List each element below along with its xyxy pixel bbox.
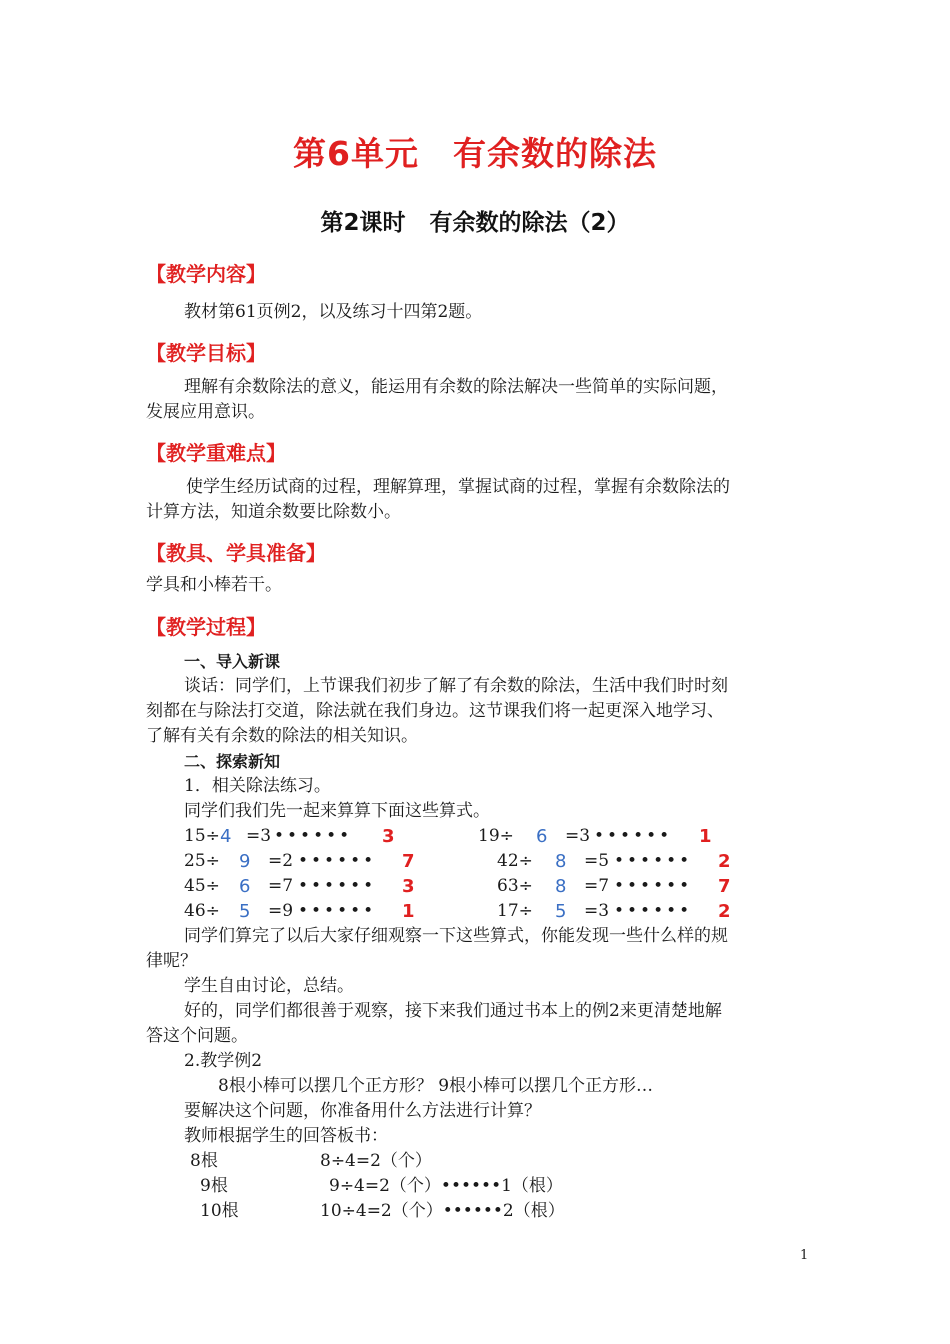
step2-title: 二、探索新知 <box>184 752 281 771</box>
board-row <box>0 1174 950 1199</box>
goal-line-2: 发展应用意识。 <box>146 402 265 422</box>
equation-divisor: 6 <box>239 876 251 897</box>
equation-quotient: =3 <box>584 901 610 921</box>
board-sticks: 10根 <box>200 1201 239 1221</box>
subtitle-topic: 有余数的除法（2） <box>429 210 630 236</box>
talk-line-2: 刻都在与除法打交道，除法就在我们身边。这节课我们将一起更深入地学习、 <box>146 701 724 721</box>
equation-dividend: 45÷ <box>184 876 220 896</box>
tools-text: 学具和小棒若干。 <box>146 575 282 595</box>
equation-dots: •••••• <box>274 826 353 846</box>
talk-line-1: 谈话：同学们，上节课我们初步了解了有余数的除法，生活中我们时时刻 <box>184 676 728 696</box>
section-heading-content: 【教学内容】 <box>146 262 266 286</box>
equation-divisor: 5 <box>555 901 567 922</box>
section-heading-keypoints: 【教学重难点】 <box>146 441 286 465</box>
equation-quotient: =3 <box>565 826 591 846</box>
equation-dots: •••••• <box>298 901 377 921</box>
equation-quotient: =5 <box>584 851 610 871</box>
equation-dividend: 25÷ <box>184 851 220 871</box>
equation-dots: •••••• <box>298 876 377 896</box>
content-text: 教材第61页例2，以及练习十四第2题。 <box>184 302 483 322</box>
board-row <box>0 1199 950 1224</box>
step1-title: 一、导入新课 <box>184 652 281 671</box>
goal-line-1: 理解有余数除法的意义，能运用有余数的除法解决一些简单的实际问题， <box>184 377 728 397</box>
section-heading-process: 【教学过程】 <box>146 615 266 639</box>
title-topic: 有余数的除法 <box>452 134 657 173</box>
equation-remainder: 2 <box>718 851 731 872</box>
keypoints-line-2: 计算方法，知道余数要比除数小。 <box>146 502 401 522</box>
board-sticks: 8根 <box>190 1151 218 1171</box>
equation-quotient: =9 <box>268 901 294 921</box>
equation-quotient: =7 <box>584 876 610 896</box>
equation-row <box>0 824 950 849</box>
board-expression: 10÷4=2（个）••••••2（根） <box>320 1201 565 1221</box>
title-unit: 第6单元 <box>293 134 419 173</box>
equation-dividend: 42÷ <box>497 851 533 871</box>
board-intro: 教师根据学生的回答板书： <box>184 1126 388 1146</box>
equation-remainder: 7 <box>402 851 415 872</box>
discuss-text: 学生自由讨论，总结。 <box>184 976 354 996</box>
page-number: 1 <box>800 1248 809 1263</box>
section-heading-goal: 【教学目标】 <box>146 341 266 365</box>
equation-dots: •••••• <box>614 876 693 896</box>
equation-remainder: 7 <box>718 876 731 897</box>
equation-remainder: 1 <box>699 826 712 847</box>
equation-quotient: =7 <box>268 876 294 896</box>
item1-title: 1．相关除法练习。 <box>184 776 331 796</box>
board-expression: 8÷4=2（个） <box>320 1151 432 1171</box>
equation-remainder: 3 <box>382 826 395 847</box>
board-expression: 9÷4=2（个）••••••1（根） <box>329 1176 563 1196</box>
item1-intro: 同学们我们先一起来算算下面这些算式。 <box>184 801 490 821</box>
keypoints-line-1: 使学生经历试商的过程，理解算理，掌握试商的过程，掌握有余数除法的 <box>186 477 730 497</box>
equation-divisor: 8 <box>555 851 567 872</box>
equation-remainder: 2 <box>718 901 731 922</box>
board-sticks: 9根 <box>200 1176 228 1196</box>
observe-line-1: 同学们算完了以后大家仔细观察一下这些算式，你能发现一些什么样的规 <box>184 926 728 946</box>
equation-quotient: =3 <box>246 826 272 846</box>
equation-dividend: 15÷ <box>184 826 220 846</box>
item2-title: 2.教学例2 <box>184 1051 263 1071</box>
equation-row <box>0 849 950 874</box>
equation-divisor: 6 <box>536 826 548 847</box>
equation-dividend: 17÷ <box>497 901 533 921</box>
equation-row <box>0 899 950 924</box>
equation-dots: •••••• <box>614 851 693 871</box>
page-subtitle <box>0 204 950 237</box>
section-heading-tools: 【教具、学具准备】 <box>146 541 326 565</box>
observe-line-2: 律呢？ <box>146 951 197 971</box>
page-title <box>0 128 950 175</box>
equation-row <box>0 874 950 899</box>
subtitle-lesson: 第2课时 <box>320 210 406 236</box>
example-question: 8根小棒可以摆几个正方形？ 9根小棒可以摆几个正方形… <box>218 1076 654 1096</box>
talk-line-3: 了解有关有余数的除法的相关知识。 <box>146 726 418 746</box>
equation-dividend: 46÷ <box>184 901 220 921</box>
good-line-1: 好的，同学们都很善于观察，接下来我们通过书本上的例2来更清楚地解 <box>184 1001 722 1021</box>
equation-divisor: 9 <box>239 851 251 872</box>
equation-dots: •••••• <box>614 901 693 921</box>
board-row <box>0 1149 950 1174</box>
equation-divisor: 5 <box>239 901 251 922</box>
equation-quotient: =2 <box>268 851 294 871</box>
equation-divisor: 8 <box>555 876 567 897</box>
equation-remainder: 3 <box>402 876 415 897</box>
equation-dots: •••••• <box>298 851 377 871</box>
method-question: 要解决这个问题，你准备用什么方法进行计算？ <box>184 1101 541 1121</box>
equation-divisor: 4 <box>220 826 232 847</box>
equation-remainder: 1 <box>402 901 415 922</box>
good-line-2: 答这个问题。 <box>146 1026 248 1046</box>
equation-dividend: 63÷ <box>497 876 533 896</box>
equation-dots: •••••• <box>594 826 673 846</box>
equation-dividend: 19÷ <box>478 826 514 846</box>
